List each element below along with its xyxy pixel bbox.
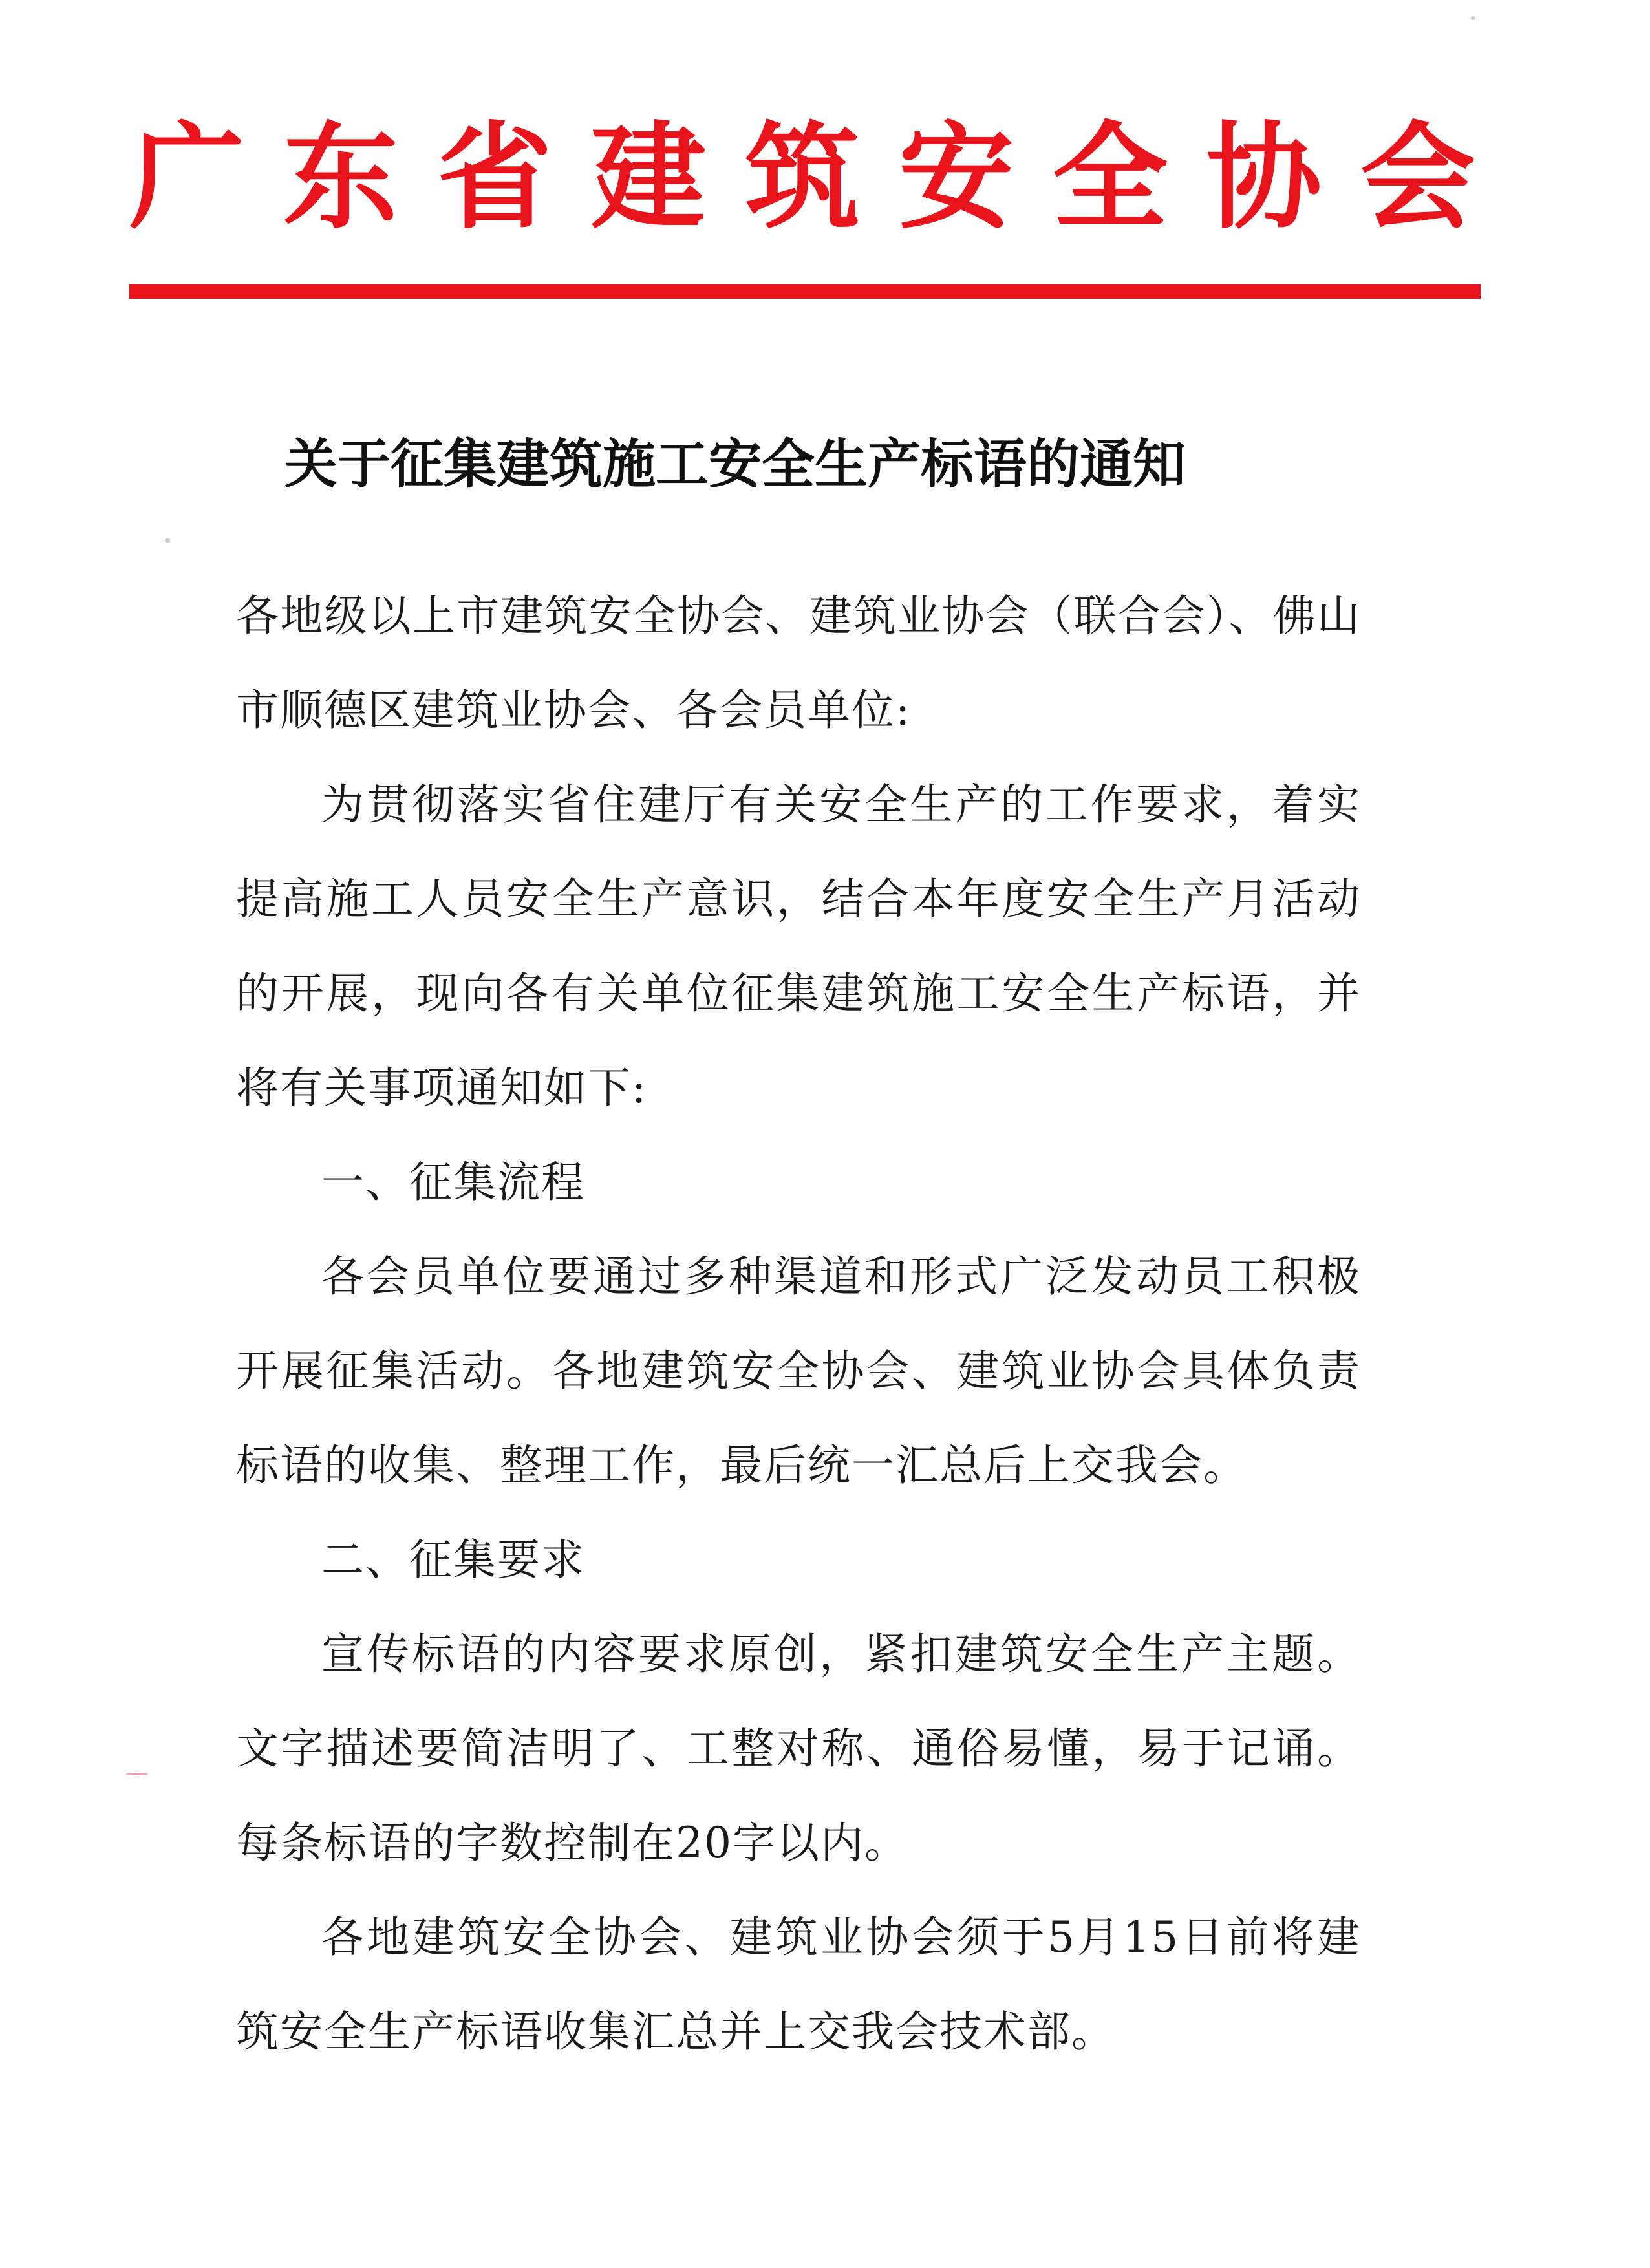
document-title: 关于征集建筑施工安全生产标语的通知: [284, 433, 1186, 495]
scan-speck: [126, 1773, 148, 1775]
salutation: 各地级以上市建筑安全协会、建筑业协会（联合会）、佛山市顺德区建筑业协会、各会员单位:: [236, 591, 1361, 735]
section-deadline-paragraph: 各地建筑安全协会、建筑业协会须于5月15日前将建筑安全生产标语收集汇总并上交我会技术部。: [236, 1912, 1361, 2057]
section-requirements-paragraph: 宣传标语的内容要求原创，紧扣建筑安全生产主题。文字描述要简洁明了、工整对称、通俗易懂，易于记诵。每条标语的字数控制在20字以内。: [236, 1629, 1361, 1868]
scan-speck: [165, 538, 170, 543]
section-heading-process: 一、征集流程: [321, 1157, 585, 1207]
letterhead-org-name: 广东省建筑安全协会: [129, 111, 1514, 244]
intro-paragraph: 为贯彻落实省住建厅有关安全生产的工作要求，着实提高施工人员安全生产意识，结合本年度安全生产月活动的开展，现向各有关单位征集建筑施工安全生产标语，并将有关事项通知如下:: [236, 780, 1361, 1113]
letterhead-red-rule: [129, 284, 1481, 299]
scan-speck: [1471, 16, 1475, 20]
section-process-paragraph: 各会员单位要通过多种渠道和形式广泛发动员工积极开展征集活动。各地建筑安全协会、建筑业协会具体负责标语的收集、整理工作，最后统一汇总后上交我会。: [236, 1252, 1361, 1490]
document-body: [236, 569, 1361, 2079]
section-heading-requirements: 二、征集要求: [321, 1535, 585, 1585]
